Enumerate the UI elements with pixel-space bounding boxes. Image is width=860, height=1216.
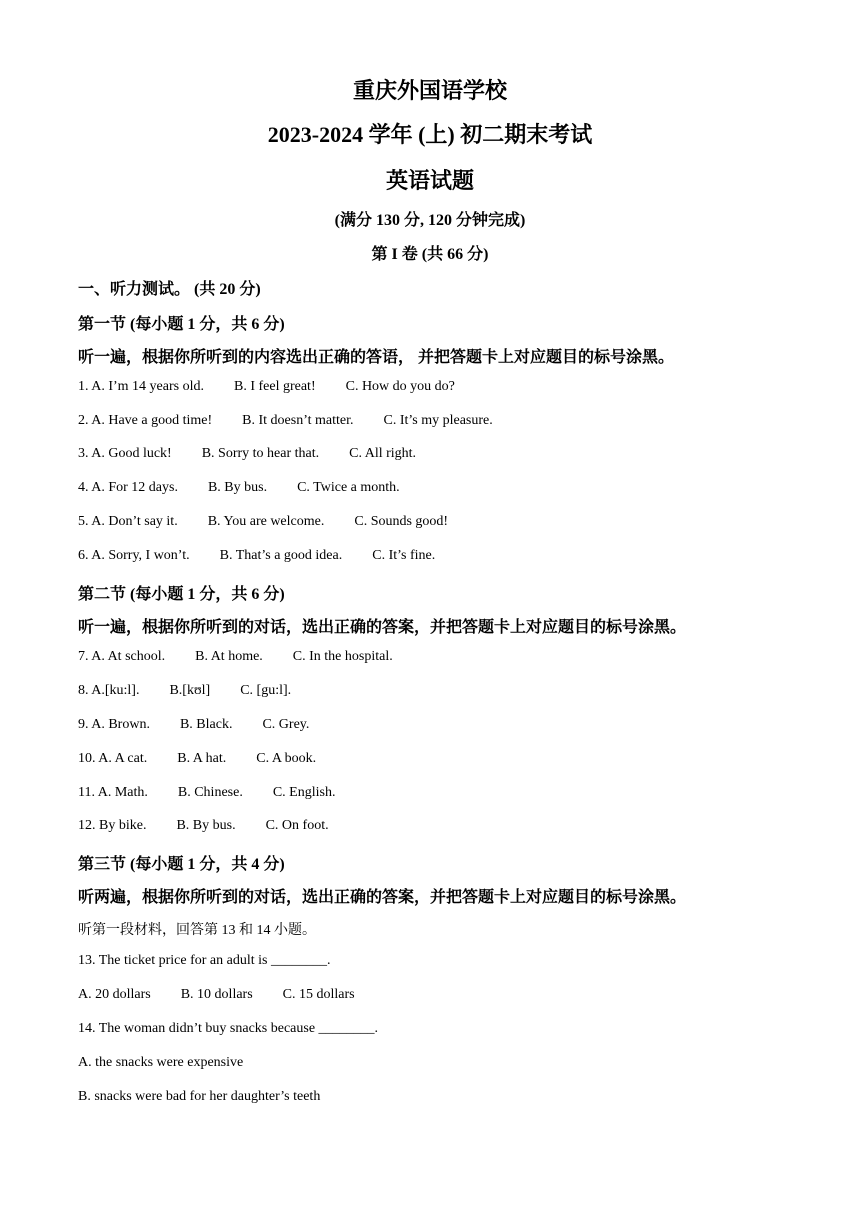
option-c: C. All right. [349, 446, 417, 461]
part1-title: 一、听力测试。 (共 20 分) [78, 281, 261, 298]
option-a: 6. A. Sorry, I won’t. [78, 548, 190, 563]
option-a: 1. A. I’m 14 years old. [78, 379, 204, 394]
option-a: 3. A. Good luck! [78, 446, 172, 461]
option-b: B. 10 dollars [180, 987, 253, 1002]
option-c: C. 15 dollars [282, 987, 355, 1002]
option-c: C. English. [272, 785, 336, 800]
question-14-option-a: A. the snacks were expensive [78, 1055, 244, 1070]
question-14: 14. The woman didn’t buy snacks because ________. [78, 1021, 379, 1036]
option-b: B. By bus. [207, 480, 268, 495]
section3-instruction: 听两遍，根据你所听到的对话，选出正确的答案，并把答题卡上对应题目的标号涂黑。 [78, 889, 687, 906]
option-c: C. On foot. [265, 818, 329, 833]
option-c: C. Grey. [262, 717, 310, 732]
option-c: C. How do you do? [345, 379, 455, 394]
option-a: 5. A. Don’t say it. [78, 514, 178, 529]
section2-title: 第二节 (每小题 1 分，共 6 分) [78, 586, 285, 603]
question-8 [78, 683, 291, 699]
school-name: 重庆外国语学校 [352, 78, 507, 103]
section3-title: 第三节 (每小题 1 分，共 4 分) [78, 856, 285, 873]
option-c: C. [gu:l]. [240, 683, 292, 698]
option-a: 10. A. A cat. [78, 751, 148, 766]
exam-title: 2023-2024 学年 (上) 初二期末考试 [267, 122, 593, 147]
question-1 [78, 379, 455, 395]
option-b: B. Sorry to hear that. [201, 446, 320, 461]
option-b: B.[kʊl] [169, 683, 211, 698]
question-6 [78, 548, 435, 564]
option-b: B. Black. [179, 717, 233, 732]
option-b: B. By bus. [176, 818, 236, 833]
section1-instruction: 听一遍，根据你所听到的内容选出正确的答语， 并把答题卡上对应题目的标号涂黑。 [78, 349, 675, 366]
option-a: 9. A. Brown. [78, 717, 150, 732]
option-b: B. A hat. [177, 751, 227, 766]
question-5 [78, 514, 448, 530]
question-13-options [78, 987, 355, 1003]
option-b: B. Chinese. [177, 785, 243, 800]
question-12 [78, 818, 329, 834]
option-a: A. 20 dollars [78, 987, 151, 1002]
option-c: C. Sounds good! [354, 514, 449, 529]
section1-title: 第一节 (每小题 1 分，共 6 分) [78, 316, 285, 333]
subject-title: 英语试题 [385, 168, 474, 193]
question-2 [78, 413, 493, 429]
question-10 [78, 751, 316, 767]
score-time: (满分 130 分, 120 分钟完成) [334, 212, 526, 229]
option-a: 8. A.[ku:l]. [78, 683, 140, 698]
option-a: 12. By bike. [78, 818, 147, 833]
section3-note: 听第一段材料，回答第 13 和 14 小题。 [78, 923, 316, 938]
option-a: 11. A. Math. [78, 785, 148, 800]
option-a: 2. A. Have a good time! [78, 413, 213, 428]
option-b: B. It doesn’t matter. [242, 413, 354, 428]
option-b: B. That’s a good idea. [219, 548, 343, 563]
option-b: B. I feel great! [233, 379, 316, 394]
option-b: B. You are welcome. [207, 514, 325, 529]
option-c: C. It’s fine. [372, 548, 436, 563]
section2-instruction: 听一遍，根据你所听到的对话，选出正确的答案，并把答题卡上对应题目的标号涂黑。 [78, 619, 687, 636]
option-c: C. Twice a month. [297, 480, 400, 495]
option-c: C. It’s my pleasure. [383, 413, 493, 428]
option-a: 4. A. For 12 days. [78, 480, 178, 495]
question-4 [78, 480, 400, 496]
question-14-option-b: B. snacks were bad for her daughter’s teeth [78, 1089, 321, 1104]
option-c: C. In the hospital. [292, 649, 393, 664]
question-7 [78, 649, 393, 665]
option-a: 7. A. At school. [78, 649, 166, 664]
question-3 [78, 446, 416, 462]
option-c: C. A book. [256, 751, 317, 766]
option-b: B. At home. [195, 649, 263, 664]
question-11 [78, 785, 335, 801]
question-9 [78, 717, 309, 733]
volume-title: 第 I 卷 (共 66 分) [371, 246, 489, 263]
question-13: 13. The ticket price for an adult is ________. [78, 953, 331, 968]
